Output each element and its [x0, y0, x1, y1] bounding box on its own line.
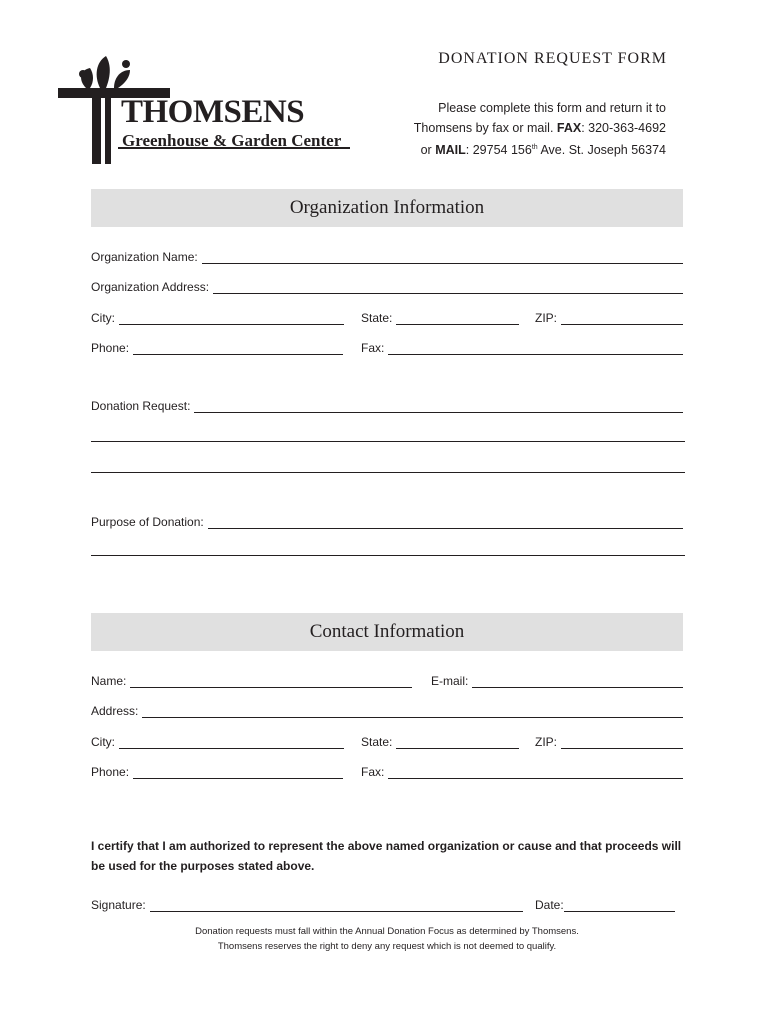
- purpose-of-donation-field[interactable]: [91, 513, 683, 529]
- logo-wordmark: THOMSENS: [121, 94, 305, 130]
- donation-request-extra-line[interactable]: [91, 441, 685, 442]
- organization-name-field[interactable]: [91, 248, 683, 264]
- contact-email-field[interactable]: [431, 672, 683, 688]
- organization-address-line[interactable]: [213, 281, 683, 294]
- contact-address-field[interactable]: [91, 702, 683, 718]
- mail-ordinal: th: [531, 144, 538, 151]
- signature-field[interactable]: [91, 896, 523, 912]
- date-label: Date:: [535, 898, 564, 912]
- purpose-of-donation-label: Purpose of Donation:: [91, 515, 204, 529]
- date-line[interactable]: [564, 899, 675, 912]
- contact-city-label: City:: [91, 735, 115, 749]
- logo-tagline: Greenhouse & Garden Center: [122, 131, 342, 150]
- contact-fax-field[interactable]: [361, 763, 683, 779]
- organization-zip-label: ZIP:: [535, 311, 558, 325]
- contact-zip-label: ZIP:: [535, 735, 558, 749]
- organization-state-field[interactable]: [361, 309, 519, 325]
- date-field[interactable]: [535, 896, 675, 912]
- contact-fax-line[interactable]: [388, 766, 683, 779]
- footer-note: [91, 924, 683, 954]
- signature-line[interactable]: [150, 899, 523, 912]
- contact-phone-line[interactable]: [133, 766, 343, 779]
- fax-label: FAX: [556, 121, 582, 135]
- donation-request-extra-line[interactable]: [91, 472, 685, 473]
- organization-name-label: Organization Name:: [91, 250, 198, 264]
- donation-request-line[interactable]: [194, 400, 683, 413]
- contact-phone-field[interactable]: [91, 763, 343, 779]
- purpose-of-donation-line[interactable]: [208, 516, 683, 529]
- organization-city-label: City:: [91, 311, 115, 325]
- organization-address-label: Organization Address:: [91, 280, 210, 294]
- donation-request-label: Donation Request:: [91, 399, 191, 413]
- contact-name-field[interactable]: [91, 672, 412, 688]
- instructions: [400, 98, 666, 160]
- footer-line-2: Thomsens reserves the right to deny any request which is not deemed to qualify.: [217, 941, 557, 952]
- organization-city-line[interactable]: [119, 312, 344, 325]
- organization-fax-line[interactable]: [388, 342, 683, 355]
- mail-address-rest: Ave. St. Joseph 56374: [537, 143, 666, 158]
- contact-email-line[interactable]: [472, 675, 683, 688]
- donation-request-field[interactable]: [91, 397, 683, 413]
- mail-address: : 29754 156: [465, 143, 532, 158]
- instructions-line-3: [400, 138, 666, 160]
- organization-state-line[interactable]: [396, 312, 519, 325]
- organization-name-line[interactable]: [202, 251, 683, 264]
- contact-email-label: E-mail:: [431, 674, 469, 688]
- signature-label: Signature:: [91, 898, 146, 912]
- contact-state-field[interactable]: [361, 733, 519, 749]
- purpose-of-donation-extra-line[interactable]: [91, 555, 685, 556]
- organization-fax-label: Fax:: [361, 341, 385, 355]
- contact-state-label: State:: [361, 735, 393, 749]
- organization-address-field[interactable]: [91, 278, 683, 294]
- organization-phone-label: Phone:: [91, 341, 130, 355]
- footer-line-1: Donation requests must fall within the Annual Donation Focus as determined by Thomsens.: [195, 926, 579, 937]
- instructions-line-1: Please complete this form and return it to: [438, 101, 666, 115]
- instructions-text: Thomsens by fax or mail.: [413, 121, 557, 135]
- contact-phone-label: Phone:: [91, 765, 130, 779]
- contact-state-line[interactable]: [396, 736, 519, 749]
- contact-fax-label: Fax:: [361, 765, 385, 779]
- contact-zip-line[interactable]: [561, 736, 683, 749]
- instructions-line-2: [400, 118, 666, 138]
- contact-name-label: Name:: [91, 674, 127, 688]
- organization-fax-field[interactable]: [361, 339, 683, 355]
- fax-number: : 320-363-4692: [581, 121, 666, 135]
- organization-phone-line[interactable]: [133, 342, 343, 355]
- contact-section-header: Contact Information: [91, 613, 683, 651]
- form-title: DONATION REQUEST FORM: [438, 50, 667, 67]
- contact-address-line[interactable]: [142, 705, 683, 718]
- organization-zip-line[interactable]: [561, 312, 683, 325]
- organization-state-label: State:: [361, 311, 393, 325]
- contact-address-label: Address:: [91, 704, 139, 718]
- contact-city-line[interactable]: [119, 736, 344, 749]
- instructions-text: or: [420, 143, 436, 158]
- contact-zip-field[interactable]: [535, 733, 683, 749]
- organization-section-header: Organization Information: [91, 189, 683, 227]
- organization-zip-field[interactable]: [535, 309, 683, 325]
- mail-label: MAIL: [435, 143, 466, 158]
- contact-city-field[interactable]: [91, 733, 344, 749]
- organization-phone-field[interactable]: [91, 339, 343, 355]
- organization-city-field[interactable]: [91, 309, 344, 325]
- contact-name-line[interactable]: [130, 675, 412, 688]
- certification-statement: I certify that I am authorized to represent the above named organization or cause and that proceeds will be used for the purposes stated above.: [91, 839, 682, 873]
